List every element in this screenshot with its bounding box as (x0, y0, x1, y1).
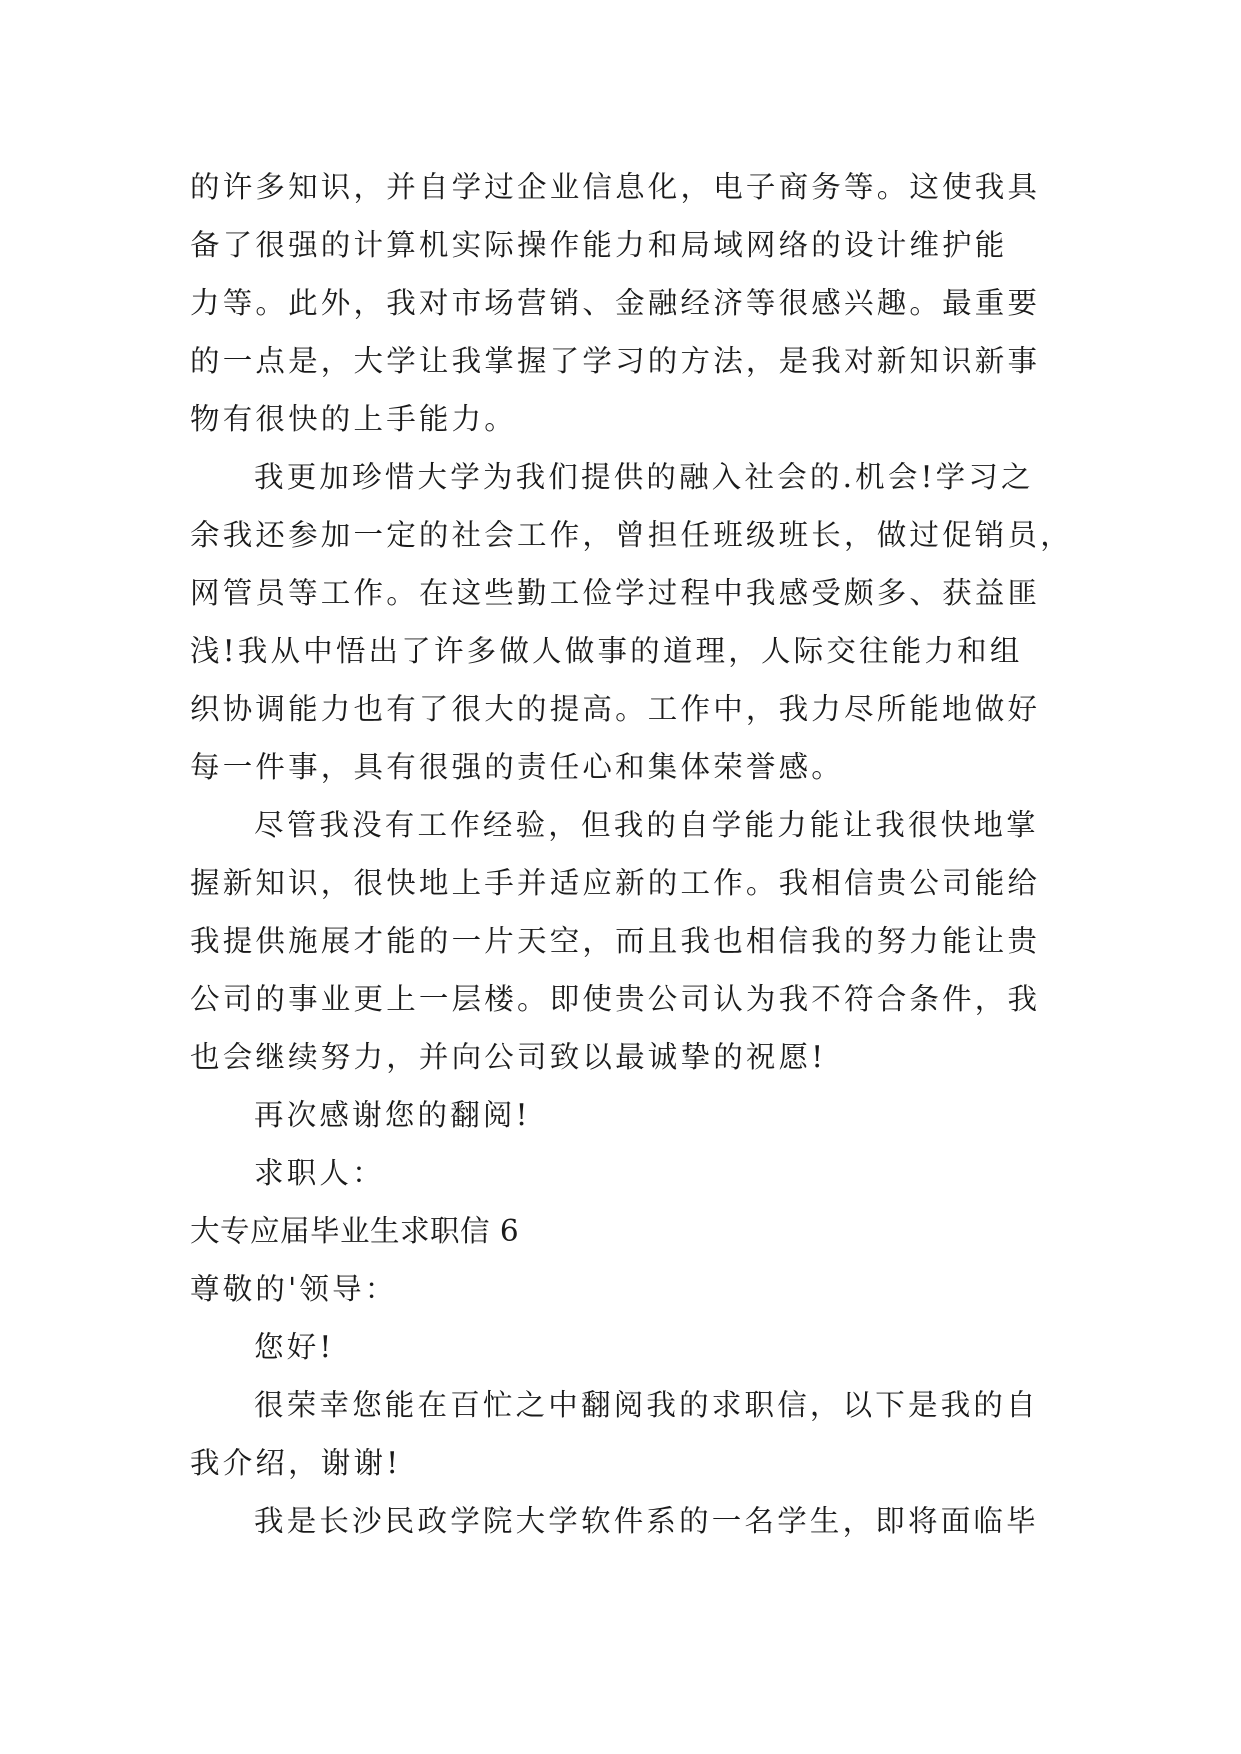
text-line: 备了很强的计算机实际操作能力和局域网络的设计维护能 (190, 228, 1008, 262)
text-line: 每一件事，具有很强的责任心和集体荣誉感。 (190, 750, 845, 784)
text-line: 的许多知识，并自学过企业信息化，电子商务等。这使我具 (190, 170, 1041, 204)
text-line: 我提供施展才能的一片天空，而且我也相信我的努力能让贵 (190, 924, 1041, 958)
paragraph-start-line: 很荣幸您能在百忙之中翻阅我的求职信，以下是我的自 (254, 1388, 1039, 1422)
closing-thanks: 再次感谢您的翻阅! (254, 1098, 531, 1132)
text-line: 网管员等工作。在这些勤工俭学过程中我感受颇多、获益匪 (190, 576, 1041, 610)
letter-body (190, 158, 1073, 1550)
salutation: 尊敬的'领导： (190, 1272, 398, 1306)
text-line: 握新知识，很快地上手并适应新的工作。我相信贵公司能给 (190, 866, 1041, 900)
text-line: 力等。此外，我对市场营销、金融经济等很感兴趣。最重要 (190, 286, 1041, 320)
paragraph-start-line: 尽管我没有工作经验，但我的自学能力能让我很快地掌 (254, 808, 1039, 842)
text-line: 织协调能力也有了很大的提高。工作中，我力尽所能地做好 (190, 692, 1041, 726)
text-line: 我介绍，谢谢! (190, 1446, 402, 1480)
text-line: 也会继续努力，并向公司致以最诚挚的祝愿! (190, 1040, 827, 1074)
text-line: 公司的事业更上一层楼。即使贵公司认为我不符合条件，我 (190, 982, 1041, 1016)
text-line: 余我还参加一定的社会工作，曾担任班级班长，做过促销员， (190, 518, 1073, 552)
text-line: 物有很快的上手能力。 (190, 402, 518, 436)
paragraph-start-line: 我是长沙民政学院大学软件系的一名学生，即将面临毕 (254, 1504, 1039, 1538)
text-line: 的一点是，大学让我掌握了学习的方法，是我对新知识新事 (190, 344, 1041, 378)
paragraph-start-line: 我更加珍惜大学为我们提供的融入社会的.机会!学习之 (254, 460, 1034, 494)
signature-label: 求职人： (254, 1156, 385, 1190)
greeting: 您好! (254, 1330, 335, 1364)
text-line: 浅!我从中悟出了许多做人做事的道理，人际交往能力和组 (190, 634, 1023, 668)
section-heading: 大专应届毕业生求职信 6 (190, 1214, 520, 1248)
